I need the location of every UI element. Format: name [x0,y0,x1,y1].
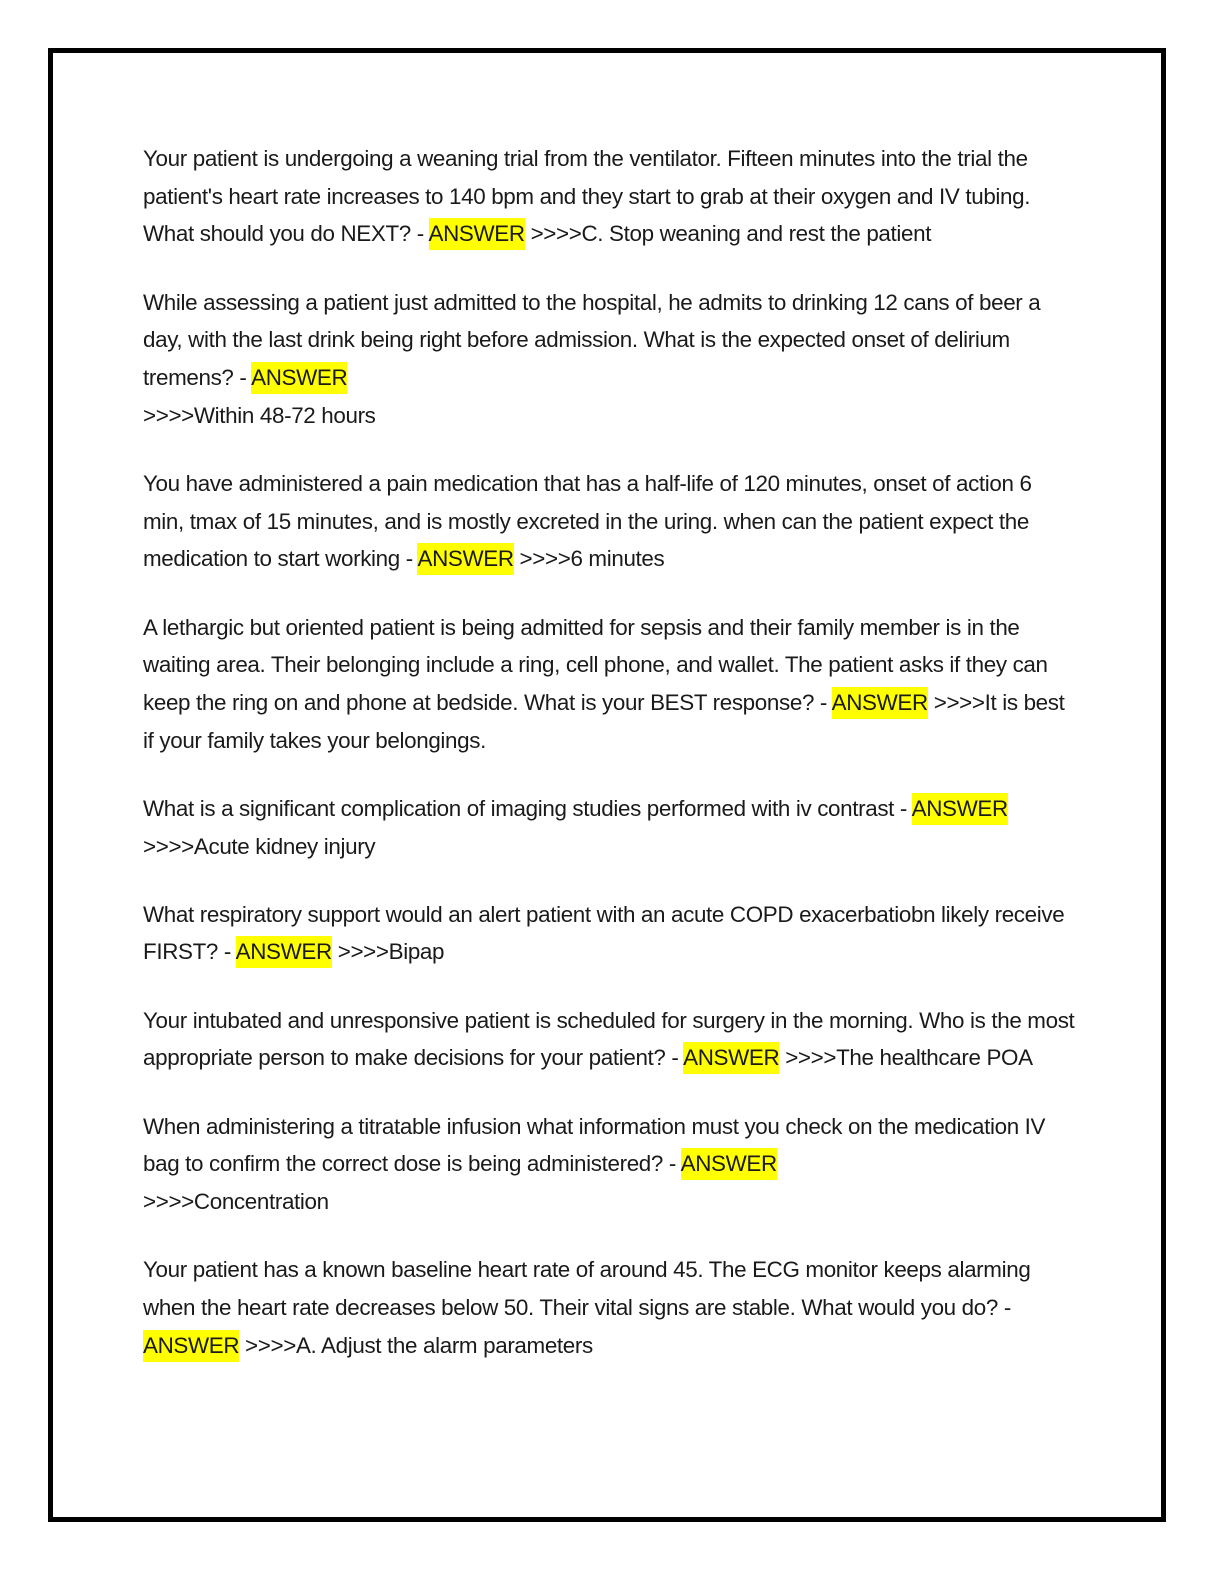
answer-text: >>>>Bipap [331,939,445,965]
question-text: When administering a titratable infusion what information must you check on the medication IV bag to confirm the correct dose is being administered? - [143,1113,1046,1177]
answer-text: >>>>The healthcare POA [779,1045,1033,1071]
answer-label: ANSWER [429,218,525,250]
answer-text: >>>>A. Adjust the alarm parameters [239,1332,593,1358]
answer-text: >>>>6 minutes [513,546,665,572]
question-text: What respiratory support would an alert patient with an acute COPD exacerbatiobn likely receive FIRST? - [143,901,1065,965]
answer-text: >>>>Acute kidney injury [143,833,376,859]
question-text: Your patient has a known baseline heart rate of around 45. The ECG monitor keeps alarming when the heart rate decreases below 50. Their vital signs are stable. What would you do? - [143,1257,1031,1320]
answer-text: >>>>Within 48-72 hours [143,402,376,428]
question-text: You have administered a pain medication that has a half-life of 120 minutes, onset of action 6 min, tmax of 15 minutes, and is mostly excreted in the uring. when can the patient expect the medication to start working - [143,470,1032,572]
question-text: What is a significant complication of imaging studies performed with iv contrast - [143,795,912,821]
answer-text: >>>>Concentration [143,1188,329,1214]
answer-label: ANSWER [417,543,513,575]
answer-text: >>>>It is best if your family takes your belongings. [143,689,1065,753]
answer-label: ANSWER [681,1148,777,1180]
qa-item [143,790,1078,865]
answer-label: ANSWER [683,1042,779,1074]
qa-item [143,896,1078,971]
qa-item [143,1251,1078,1364]
qa-item [143,1108,1078,1221]
answer-label: ANSWER [143,1330,239,1362]
qa-item [143,609,1078,760]
qa-item [143,1002,1078,1077]
document-body [143,140,1078,1395]
answer-label: ANSWER [832,687,928,719]
answer-label: ANSWER [912,793,1008,825]
answer-label: ANSWER [236,936,332,968]
answer-text: >>>>C. Stop weaning and rest the patient [524,221,932,247]
qa-item [143,140,1078,253]
qa-item [143,465,1078,578]
question-text: While assessing a patient just admitted to the hospital, he admits to drinking 12 cans of beer a day, with the last drink being right before admission. What is the expected onset of delirium tremens? - [143,289,1041,391]
question-text: Your patient is undergoing a weaning trial from the ventilator. Fifteen minutes into the trial the patient's heart rate increases to 140 bpm and they start to grab at their oxygen and IV tubing. What should you do NEXT? - [143,146,1031,247]
answer-label: ANSWER [251,362,347,394]
question-text: Your intubated and unresponsive patient is scheduled for surgery in the morning. Who is the most appropriate person to make decisions for your patient? - [143,1007,1075,1071]
question-text: A lethargic but oriented patient is being admitted for sepsis and their family member is in the waiting area. Their belonging include a ring, cell phone, and wallet. The patient asks if they can keep the ring on and phone at bedside. What is your BEST response? - [143,614,1048,715]
qa-item [143,284,1078,435]
